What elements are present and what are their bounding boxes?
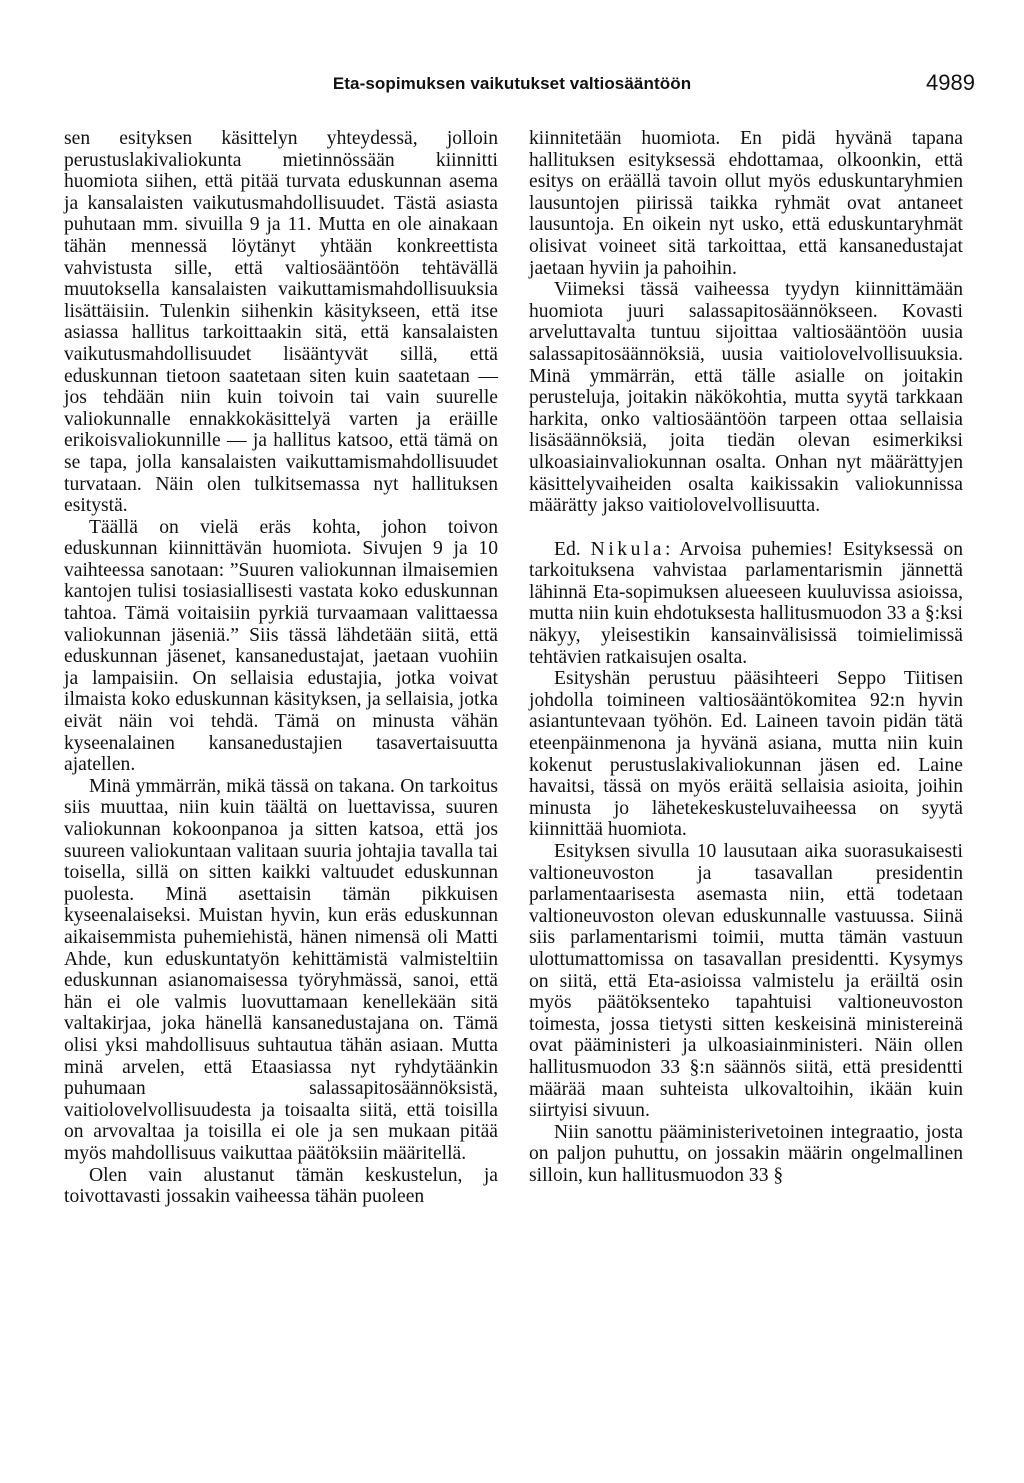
speaker-colon: : (665, 538, 680, 560)
paragraph: Olen vain alustanut tämän keskustelun, ja toivottavasti jossakin vaiheessa tähän puoleen (64, 1164, 498, 1208)
paragraph: Niin sanottu pääministerivetoinen integraatio, josta on paljon puhuttu, on jossakin määrin ongelmallinen silloin, kun hallitusmuodon 33 § (529, 1121, 963, 1186)
paragraph: Esityksen sivulla 10 lausutaan aika suorasukaisesti valtioneuvoston ja tasavallan presidentin parlamentaarisesta asemasta niin, että todetaan valtioneuvoston olevan eduskunnalle vastuussa. Siinä siis parlamentarismi toimii, mutta tämän vastuun ulottumattomissa on tasavallan presidentti. Kysymys on siitä, että Eta-asioissa valmistelu ja eräiltä osin myös päätöksenteko tapahtuisi valtioneuvoston toimesta, jossa tietysti sitten keskeisinä ministereinä ovat pääministeri ja ulkoasiainministeri. Näin ollen hallitusmuodon 33 §:n säännös siitä, että presidentti määrää maan suhteista ulkovaltoihin, ikään kuin siirtyisi sivuun. (529, 841, 963, 1122)
speaker-prefix: Ed. (554, 538, 591, 560)
paragraph: Esityshän perustuu pääsihteeri Seppo Tiitisen johdolla toimineen valtiosääntökomitea 92:n hyvin asiantuntevaan työhön. Ed. Laineen tavoin pidän tätä eteenpäinmenona ja hyvänä asiana, mutta niin kuin kokenut perustuslakivaliokunnan jäsen ed. Laine havaitsi, tässä on myös eräitä sellaisia asioita, joihin minusta jo lähetekeskusteluvaiheessa on syytä kiinnittää huomiota. (529, 668, 963, 841)
paragraph: sen esityksen käsittelyn yhteydessä, jolloin perustuslakivaliokunta mietinnössään kiinnitti huomiota siihen, että pitää turvata eduskunnan asema ja kansalaisten vaikutusmahdollisuudet. Tästä asiasta puhutaan mm. sivuilla 9 ja 11. Mutta en ole ainakaan tähän mennessä löytänyt yhtään konkreettista vahvistusta sille, että valtiosääntöön tehtävällä muutoksella kansalaisten vaikuttamismahdollisuuksia lisättäisiin. Tulenkin siihenkin käsitykseen, että itse asiassa hallitus tarkoittaakin sitä, että kansalaisten vaikutusmahdollisuudet lisääntyvät sillä, että eduskunnan tietoon saatetaan siten kuin saatetaan — jos tehdään niin kuin toivoin tai vain suurelle valiokunnalle ennakkokäsittelyä varten ja eräille erikoisvaliokunnille — ja hallitus katsoo, että tämä on se tapa, jolla kansalaisten vaikuttamismahdollisuudet turvataan. Näin olen tulkitsemassa nyt hallituksen esitystä. (64, 128, 498, 517)
paragraph: kiinnitetään huomiota. En pidä hyvänä tapana hallituksen esityksessä ehdottamaa, olkoonkin, että esitys on eräällä tavoin ollut myös eduskuntaryhmien lausuntojen piirissä taikka ryhmät ovat antaneet lausuntoja. En oikein nyt usko, että eduskuntaryhmät olisivat voineet sitä tarkoittaa, että kansanedustajat jaetaan hyviin ja pahoihin. (529, 128, 963, 279)
paragraph: Viimeksi tässä vaiheessa tyydyn kiinnittämään huomiota juuri salassapitosäännökseen. Kovasti arveluttavalta tuntuu sijoittaa valtiosääntöön uusia salassapitosäännöksiä, uusia vaitiolovelvollisuuksia. Minä ymmärrän, että tälle asialle on joitakin perusteluja, joitakin näkökohtia, mutta syytä tarkkaan harkita, onko valtiosääntöön tarpeen ottaa sellaisia lisäsäännöksiä, joita tiedän olevan esimerkiksi ulkoasiainvaliokunnan osalta. Onhan nyt määrättyjen käsittelyvaiheiden osalta kaikissakin valiokunnissa määrätty jakso vaitiolovelvollisuutta. (529, 279, 963, 517)
speaker-name: Nikula (590, 538, 665, 560)
right-column (529, 128, 963, 1187)
page-number: 4989 (926, 70, 975, 95)
paragraph: Minä ymmärrän, mikä tässä on takana. On tarkoitus siis muuttaa, niin kuin täältä on luettavissa, suuren valiokunnan kokoonpanoa ja sitten katsoa, että jos suureen valiokuntaan valitaan suuria johtajia tavalla tai toisella, sillä on sitten kaikki valtuudet eduskunnan puolesta. Minä asettaisin tämän pikkuisen kyseenalaiseksi. Muistan hyvin, kun eräs eduskunnan aikaisemmista puhemiehistä, hänen nimensä oli Matti Ahde, kun eduskuntatyön kehittämistä valmisteltiin eduskunnan asianomaisessa työryhmässä, sanoi, että hän ei ole valmis luovuttamaan kenellekään sitä valtakirjaa, joka hänellä kansanedustajana on. Tämä olisi yksi mahdollisuus suhtautua tähän asiaan. Mutta minä arvelen, että Etaasiassa nyt ryhdytäänkin puhumaan salassapitosäännöksistä, vaitiolovelvollisuudesta ja toisaalta siitä, että toisilla on arvovaltaa ja toisilla ei ole ja sen mukaan pitää myös mahdollisuus vaikuttaa päätöksiin määritellä. (64, 775, 498, 1164)
paragraph: Täällä on vielä eräs kohta, johon toivon eduskunnan kiinnittävän huomiota. Sivujen 9 ja 10 vaihteessa sanotaan: ”Suuren valiokunnan ilmaisemien kantojen tulisi tosiasiallisesti vastata koko eduskunnan tahtoa. Tämä voitaisiin pyrkiä turvaamaan valittaessa valiokunnan jäseniä.” Siis tässä lähdetään siitä, että eduskunnan jäsenet, kansanedustajat, jaetaan vuohiin ja lampaisiin. On sellaisia edustajia, jotka voivat ilmaista koko eduskunnan käsityksen, ja sellaisia, jotka eivät näin voi tehdä. Tämä on minusta vähän kyseenalainen kansanedustajien tasavertaisuutta ajatellen. (64, 516, 498, 776)
speech-text: Arvoisa puhemies! Esityksessä on tarkoituksena vahvistaa parlamentarismin jännettä lähinnä Eta-sopimuksen alueeseen kuuluvissa asioissa, mutta niin kuin ehdotuksesta hallitusmuodon 33 a §:ksi näkyy, yleisestikin kansainvälisissä toimielimissä tehtävien ratkaisujen osalta. (529, 538, 963, 668)
running-header-title: Eta-sopimuksen vaikutukset valtiosääntöön (332, 74, 692, 93)
speaker-paragraph (529, 539, 963, 669)
left-column (64, 128, 498, 1208)
